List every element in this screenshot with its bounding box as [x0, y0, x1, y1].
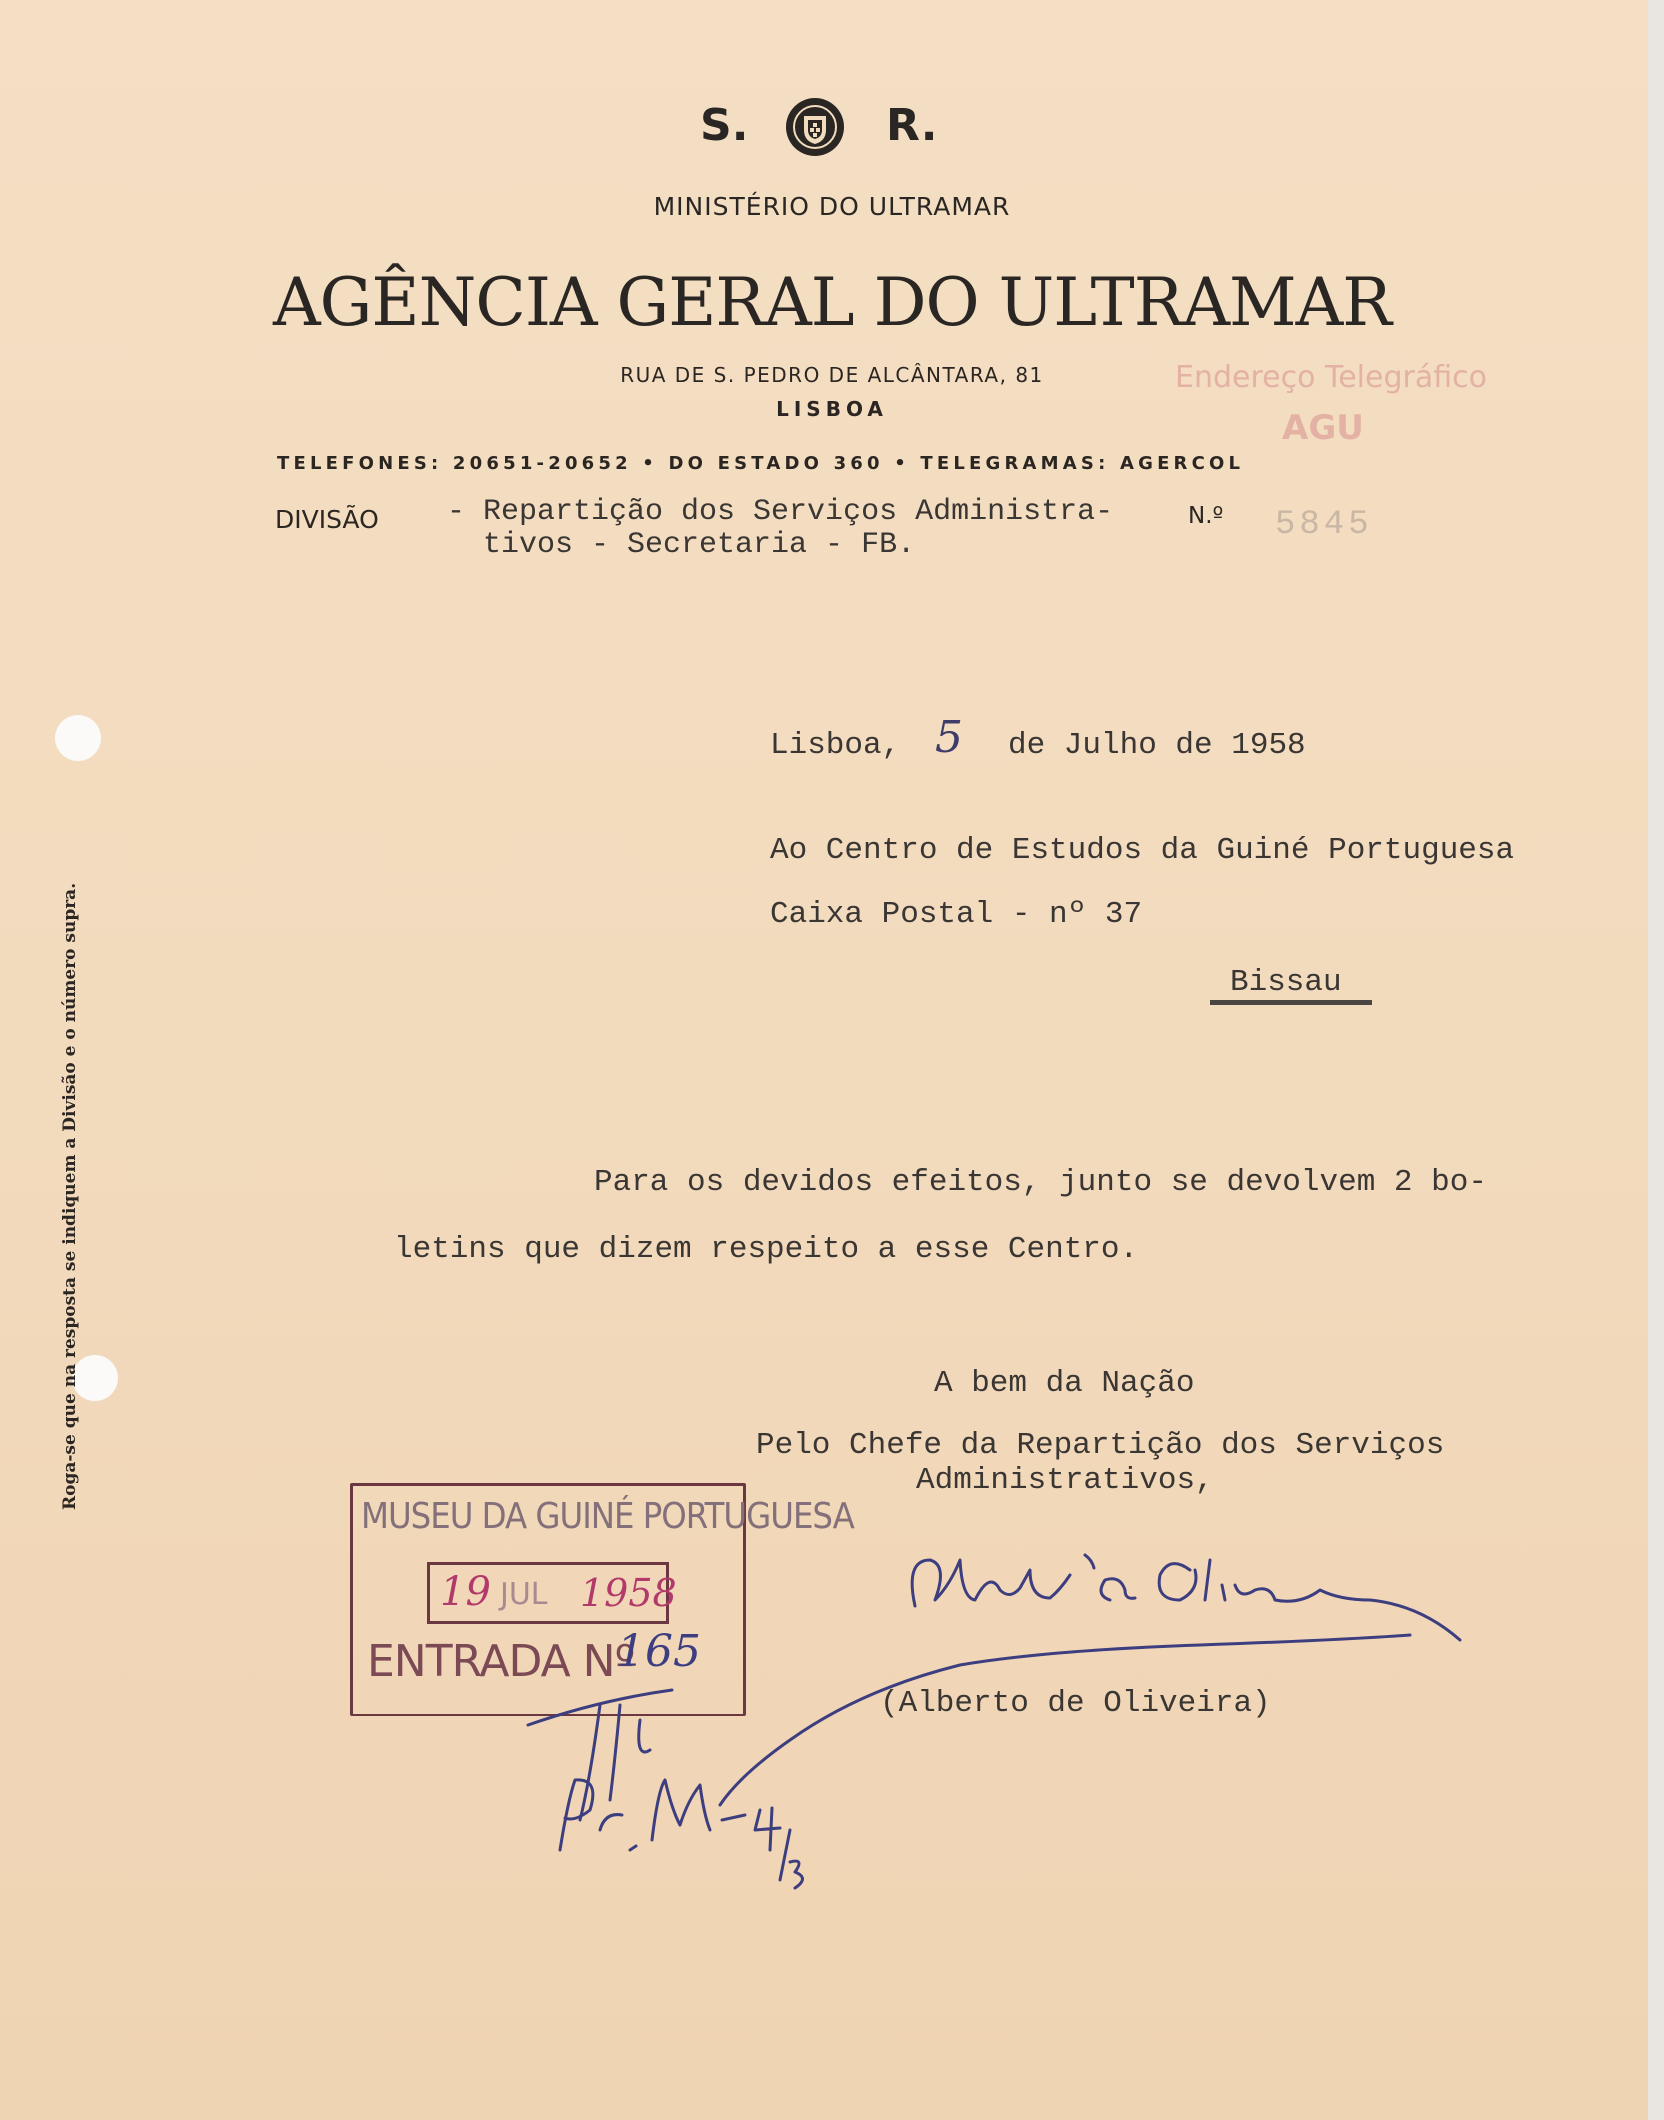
stamp-month: JUL — [500, 1577, 548, 1612]
division-text: - Repartição dos Serviços Administra- tivos - Secretaria - FB. — [447, 495, 1114, 562]
recipient-postbox: Caixa Postal - nº 37 — [770, 897, 1143, 932]
reference-number-label: N.º — [1188, 503, 1224, 529]
stamp-entry-number: 165 — [617, 1626, 701, 1677]
stamp-museum-title: MUSEU DA GUINÉ PORTUGUESA — [361, 1496, 854, 1537]
agency-address: RUA DE S. PEDRO DE ALCÂNTARA, 81 — [620, 363, 1044, 387]
agency-name: AGÊNCIA GERAL DO ULTRAMAR — [273, 264, 1391, 341]
stamp-date-box — [427, 1562, 677, 1624]
emblem-row — [700, 96, 950, 156]
ministry-name: MINISTÉRIO DO ULTRAMAR — [653, 192, 1011, 221]
punch-hole-top — [55, 715, 101, 761]
date-city: Lisboa, — [770, 728, 901, 763]
coat-of-arms-icon — [784, 96, 846, 158]
body-line-1: Para os devidos efeitos, junto se devolvem 2 bo- — [594, 1165, 1487, 1200]
reference-number-value: 5845 — [1275, 506, 1373, 544]
emblem-letter-r: R. — [886, 100, 938, 151]
agency-city: LISBOA — [776, 397, 888, 421]
signer-title-line-2: Administrativos, — [916, 1463, 1214, 1498]
closing-salutation: A bem da Nação — [934, 1366, 1195, 1401]
stamp-year: 1958 — [580, 1571, 677, 1615]
recipient-name: Ao Centro de Estudos da Guiné Portuguesa — [770, 833, 1515, 868]
recipient-city-underline — [1210, 1000, 1372, 1005]
stamp-entry-label: ENTRADA Nº — [367, 1636, 635, 1687]
recipient-city: Bissau — [1230, 965, 1342, 1000]
date-day-handwritten: 5 — [935, 712, 963, 763]
date-month-year: de Julho de 1958 — [1008, 728, 1306, 763]
museum-entry-stamp — [350, 1483, 854, 1716]
stamp-day: 19 — [440, 1569, 491, 1615]
agency-contacts: TELEFONES: 20651-20652 • DO ESTADO 360 • TELEGRAMAS: AGERCOL — [277, 453, 1245, 474]
emblem-letter-s: S. — [700, 100, 749, 151]
division-label: DIVISÃO — [275, 505, 379, 534]
signer-name: (Alberto de Oliveira) — [880, 1686, 1271, 1721]
telegraph-address-stamp: Endereço Telegráfico — [1175, 360, 1487, 395]
body-line-2: letins que dizem respeito a esse Centro. — [394, 1232, 1139, 1267]
margin-note: Roga-se que na resposta se indiquem a Divisão e o número supra. — [60, 882, 80, 1510]
signer-title-line-1: Pelo Chefe da Repartição dos Serviços — [756, 1428, 1445, 1463]
telegraph-address-code: AGU — [1282, 408, 1364, 448]
